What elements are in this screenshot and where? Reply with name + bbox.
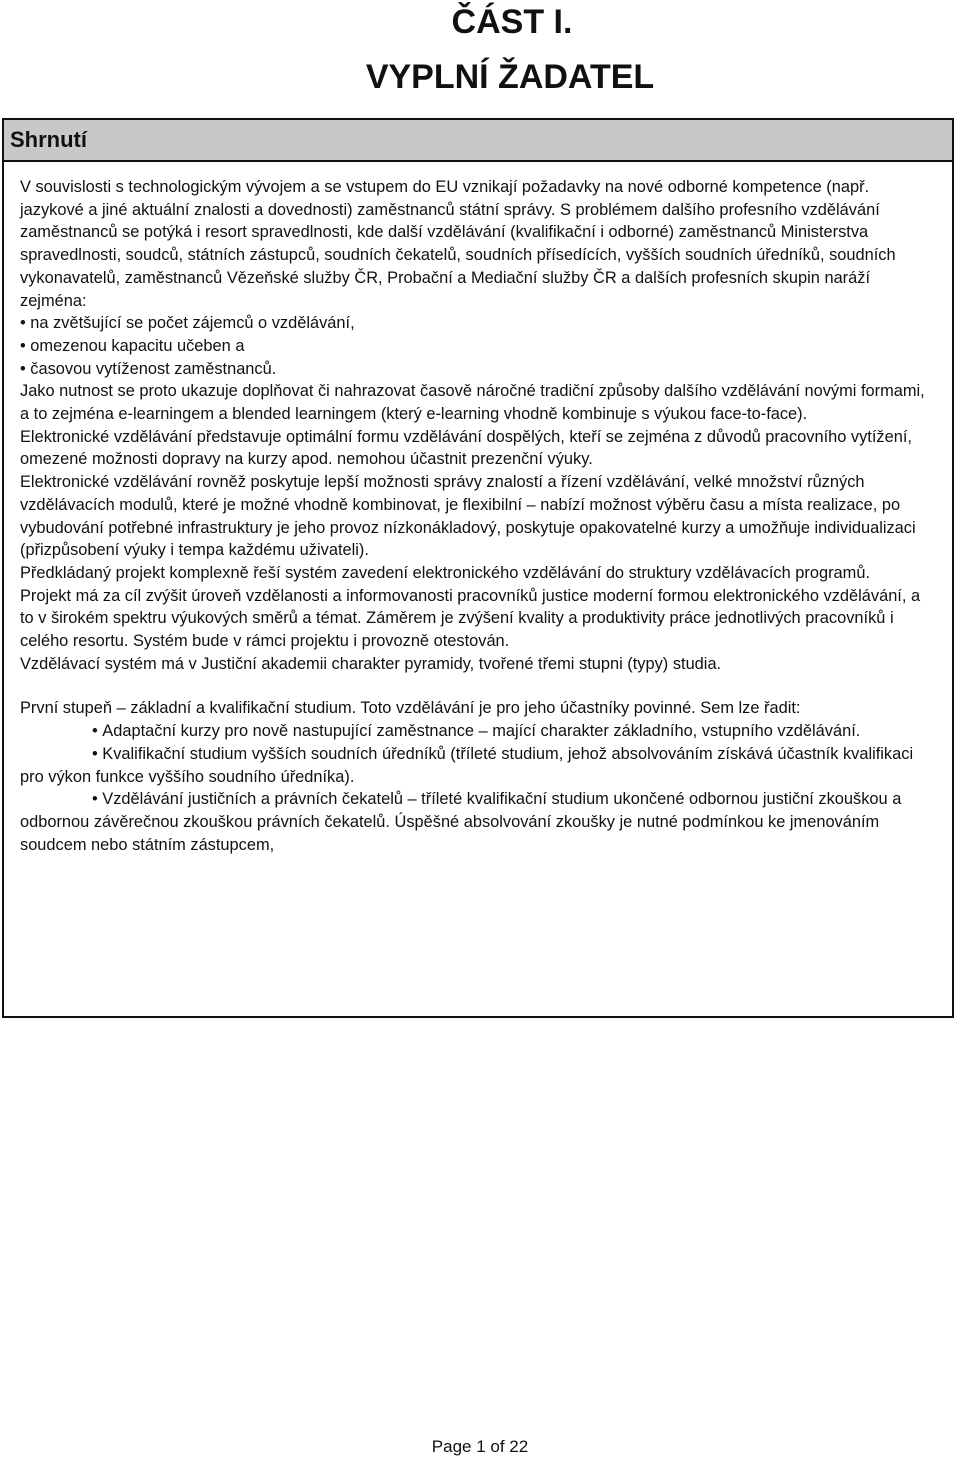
paragraph: Vzdělávací systém má v Justiční akademii charakter pyramidy, tvořené třemi stupni (typy) studia.	[20, 654, 722, 673]
list-item: • Vzdělávání justičních a právních čekatelů – tříleté kvalifikační studium ukončené odbornou justiční zkouškou a odbornou závěrečnou zkouškou právních čekatelů. Úspěšné absolvování zkoušky je nutné podmínkou ke jmenováním soudcem nebo státním zástupcem,	[20, 788, 936, 856]
section-body	[4, 162, 952, 856]
page-number: Page 1 of 22	[431, 1437, 529, 1456]
list-item: • časovou vytíženost zaměstnanců.	[20, 358, 936, 381]
paragraph-intro: V souvislosti s technologickým vývojem a se vstupem do EU vznikají požadavky na nové odborné kompetence (např. jazykové a jiné aktuální znalosti a dovednosti) zaměstnanců státní správy. S problémem dalšího profesního vzdělávání zaměstnanců se potýká i resort spravedlnosti, kde další vzdělávání (kvalifikační i odborné) zaměstnanců Ministerstva spravedlnosti, soudců, státních zástupců, soudních čekatelů, soudních přísedících, vyšších soudních úředníků, soudních vykonavatelů, zaměstnanců Vězeňské služby ČR, Probační a Mediační služby ČR a dalších profesních skupin naráží zejména:	[20, 178, 896, 310]
list-item: • omezenou kapacitu učeben a	[20, 335, 936, 358]
summary-section	[2, 118, 954, 1018]
section-title: Shrnutí	[4, 120, 952, 162]
page-title: VYPLNÍ ŽADATEL	[365, 58, 655, 96]
spacer	[20, 675, 936, 697]
paragraph: První stupeň – základní a kvalifikační studium. Toto vzdělávání je pro jeho účastníky povinné. Sem lze řadit:	[20, 699, 801, 718]
list-item: • Adaptační kurzy pro nově nastupující zaměstnance – mající charakter základního, vstupního vzdělávání.	[20, 720, 936, 743]
paragraph: Projekt má za cíl zvýšit úroveň vzdělanosti a informovanosti pracovníků justice moderní formou elektronického vzdělávání, a to v širokém spektru výukových směrů a témat. Záměrem je zvýšení kvality a produktivity práce jednotlivých pracovníků i celého resortu. Systém bude v rámci projektu i provozně otestován.	[20, 586, 921, 651]
paragraph: Elektronické vzdělávání rovněž poskytuje lepší možnosti správy znalostí a řízení vzdělávání, velké množství různých vzdělávacích modulů, které je možné vhodně kombinovat, je flexibilní – nabízí možnost výběru času a místa realizace, po vybudování potřebné infrastruktury je jeho provoz nízkonákladový, poskytuje opakovatelné kurzy a umožňuje individualizaci (přizpůsobení výuky i tempa každému uživateli).	[20, 473, 916, 560]
part-heading: ČÁST I.	[451, 3, 573, 41]
paragraph: Předkládaný projekt komplexně řeší systém zavedení elektronického vzdělávání do struktury vzdělávacích programů.	[20, 563, 871, 582]
list-item: • na zvětšující se počet zájemců o vzdělávání,	[20, 312, 936, 335]
paragraph: Elektronické vzdělávání představuje optimální formu vzdělávání dospělých, kteří se zejména z důvodů pracovního vytížení, omezené možnosti dopravy na kurzy apod. nemohou účastnit prezenční výuky.	[20, 427, 912, 469]
paragraph: Jako nutnost se proto ukazuje doplňovat či nahrazovat časově náročné tradiční způsoby dalšího vzdělávání novými formami, a to zejména e-learningem a blended learningem (který e-learning vhodně kombinuje s výukou face-to-face).	[20, 382, 925, 424]
list-item: • Kvalifikační studium vyšších soudních úředníků (tříleté studium, jehož absolvováním získává účastník kvalifikaci pro výkon funkce vyššího soudního úředníka).	[20, 743, 936, 788]
